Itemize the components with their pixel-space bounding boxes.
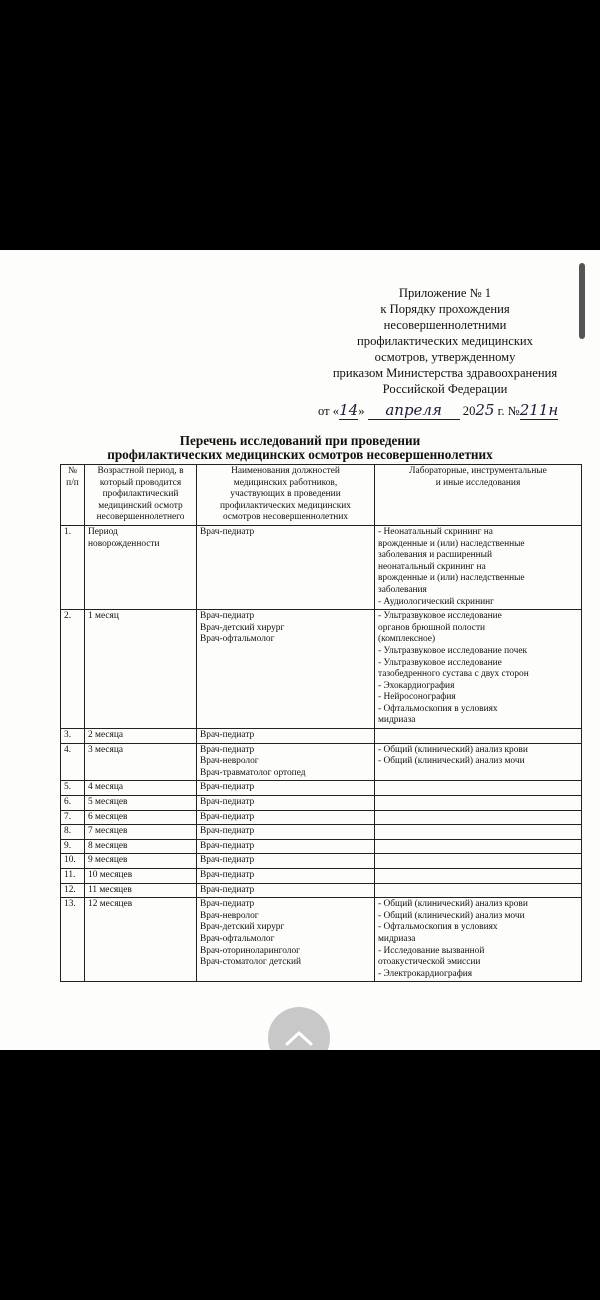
table-row xyxy=(61,854,582,869)
row-age-period: 12 месяцев xyxy=(85,898,197,982)
appendix-line: осмотров, утвержденному xyxy=(374,350,516,364)
appendix-header xyxy=(300,285,590,397)
row-specialists: Врач-педиатр xyxy=(197,839,375,854)
table-row xyxy=(61,743,582,781)
date-prefix: от « xyxy=(318,404,340,418)
row-number: 7. xyxy=(61,810,85,825)
table-row xyxy=(61,729,582,744)
year-prefix: 20 xyxy=(462,404,476,418)
table-row xyxy=(61,883,582,898)
row-age-period: 6 месяцев xyxy=(85,810,197,825)
row-number: 3. xyxy=(61,729,85,744)
row-age-period: 4 месяца xyxy=(85,781,197,796)
row-age-period: 3 месяца xyxy=(85,743,197,781)
row-tests xyxy=(375,729,582,744)
chevron-up-icon xyxy=(285,1030,313,1046)
row-tests xyxy=(375,781,582,796)
row-age-period: 10 месяцев xyxy=(85,869,197,884)
row-number: 6. xyxy=(61,796,85,811)
row-specialists: Врач-педиатр xyxy=(197,781,375,796)
row-tests xyxy=(375,883,582,898)
row-specialists: Врач-педиатр xyxy=(197,729,375,744)
scrollbar-thumb[interactable] xyxy=(579,263,585,339)
appendix-line: приказом Министерства здравоохранения xyxy=(332,366,558,380)
row-number: 2. xyxy=(61,610,85,729)
table-header-row xyxy=(61,465,582,526)
title-line: Перечень исследований при проведении xyxy=(179,433,421,448)
row-age-period: Период новорожденности xyxy=(85,525,197,609)
row-number: 8. xyxy=(61,825,85,840)
row-specialists: Врач-педиатр xyxy=(197,854,375,869)
row-tests xyxy=(375,854,582,869)
row-number: 1. xyxy=(61,525,85,609)
order-date-line xyxy=(318,401,558,420)
appendix-line: профилактических медицинских xyxy=(357,334,533,348)
row-specialists: Врач-педиатр xyxy=(197,825,375,840)
row-number: 4. xyxy=(61,743,85,781)
row-age-period: 9 месяцев xyxy=(85,854,197,869)
row-number: 10. xyxy=(61,854,85,869)
row-specialists: Врач-педиатр Врач-детский хирург Врач-офтальмолог xyxy=(197,610,375,729)
row-tests xyxy=(375,825,582,840)
table-row xyxy=(61,810,582,825)
handwritten-month: апреля xyxy=(368,401,460,420)
header-tests: Лабораторные, инструментальные и иные исследования xyxy=(375,465,582,526)
appendix-line: к Порядку прохождения xyxy=(380,302,510,316)
row-number: 5. xyxy=(61,781,85,796)
row-tests: - Неонатальный скрининг на врожденные и (или) наследственные заболевания и расширенный неонатальный скрининг на врожденные и (или) наследственные заболевания - Аудиологический скрининг xyxy=(375,525,582,609)
row-specialists: Врач-педиатр xyxy=(197,883,375,898)
row-tests xyxy=(375,839,582,854)
handwritten-day: 14 xyxy=(339,401,359,419)
table-row xyxy=(61,869,582,884)
row-tests xyxy=(375,869,582,884)
row-age-period: 11 месяцев xyxy=(85,883,197,898)
header-specialists: Наименования должностей медицинских работников, участвующих в проведении профилактических медицинских осмотров несовершеннолетних xyxy=(197,465,375,526)
document-title xyxy=(70,434,530,462)
row-specialists: Врач-педиатр xyxy=(197,525,375,609)
row-tests xyxy=(375,810,582,825)
appendix-line: Приложение № 1 xyxy=(398,286,492,300)
row-number: 11. xyxy=(61,869,85,884)
row-specialists: Врач-педиатр xyxy=(197,796,375,811)
row-tests xyxy=(375,796,582,811)
appendix-line: несовершеннолетними xyxy=(383,318,507,332)
row-specialists: Врач-педиатр Врач-невролог Врач-детский хирург Врач-офтальмолог Врач-оториноларинголог Врач-стоматолог детский xyxy=(197,898,375,982)
examinations-table xyxy=(60,464,582,982)
row-age-period: 5 месяцев xyxy=(85,796,197,811)
row-tests: - Общий (клинический) анализ крови - Общий (клинический) анализ мочи xyxy=(375,743,582,781)
table-row xyxy=(61,796,582,811)
header-number: № п/п xyxy=(61,465,85,526)
appendix-line: Российской Федерации xyxy=(382,382,508,396)
table-row xyxy=(61,898,582,982)
row-age-period: 1 месяц xyxy=(85,610,197,729)
table-row xyxy=(61,825,582,840)
row-specialists: Врач-педиатр xyxy=(197,869,375,884)
date-mid: » xyxy=(358,404,365,418)
table-row xyxy=(61,839,582,854)
document-page xyxy=(0,250,600,1050)
table-row xyxy=(61,781,582,796)
row-specialists: Врач-педиатр xyxy=(197,810,375,825)
table-row xyxy=(61,610,582,729)
row-tests: - Общий (клинический) анализ крови - Общий (клинический) анализ мочи - Офтальмоскопия в условиях мидриаза - Исследование вызванной отоакустической эмиссии - Электрокардиография xyxy=(375,898,582,982)
row-specialists: Врач-педиатр Врач-невролог Врач-травматолог ортопед xyxy=(197,743,375,781)
row-age-period: 8 месяцев xyxy=(85,839,197,854)
number-prefix: г. № xyxy=(497,404,520,418)
row-number: 12. xyxy=(61,883,85,898)
row-number: 13. xyxy=(61,898,85,982)
handwritten-number: 211н xyxy=(519,401,559,419)
row-age-period: 7 месяцев xyxy=(85,825,197,840)
handwritten-year: 25 xyxy=(475,401,495,419)
row-tests: - Ультразвуковое исследование органов брюшной полости (комплексное) - Ультразвуковое исследование почек - Ультразвуковое исследование тазобедренного сустава с двух сторон - Эхокардиография - Нейросонография - Офтальмоскопия в условиях мидриаза xyxy=(375,610,582,729)
title-line: профилактических медицинских осмотров несовершеннолетних xyxy=(107,447,493,462)
scroll-up-button[interactable] xyxy=(268,1007,330,1050)
header-age-period: Возрастной период, в который проводится профилактический медицинский осмотр несовершеннолетнего xyxy=(85,465,197,526)
row-age-period: 2 месяца xyxy=(85,729,197,744)
row-number: 9. xyxy=(61,839,85,854)
table-row xyxy=(61,525,582,609)
